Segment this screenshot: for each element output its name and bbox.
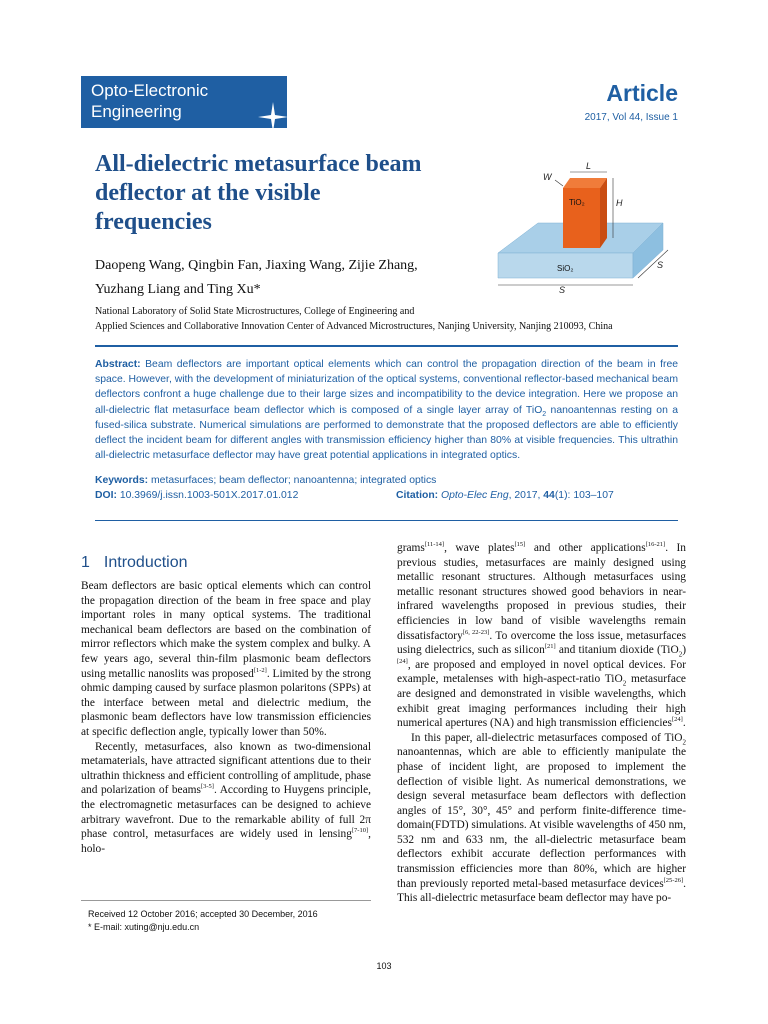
text-run: , are proposed and employed in novel optical devices. For example, metalenses with high-aspect-ratio TiO <box>397 658 686 686</box>
sparkle-icon <box>258 102 288 132</box>
paragraph <box>397 541 686 731</box>
title-line: deflector at the visible <box>95 180 321 206</box>
section-title: Introduction <box>103 554 188 571</box>
affiliation-line: National Laboratory of Solid State Microstructures, College of Engineering and <box>95 306 415 317</box>
citation-ref[interactable]: [24] <box>397 657 408 665</box>
abstract-sub: 2 <box>542 410 547 418</box>
citation-ref[interactable]: [21] <box>544 643 556 651</box>
text-run: . To overcome the loss issue, metasurfaces using dielectrics, such as silicon <box>397 629 687 657</box>
citation-ref[interactable]: [16-21] <box>645 541 666 549</box>
citation-ref[interactable]: [25-26] <box>663 876 684 884</box>
text-run: and titanium dioxide (TiO <box>555 644 679 657</box>
text-run: . <box>682 717 686 730</box>
doi-link[interactable]: 10.3969/j.issn.1003-501X.2017.01.012 <box>116 490 299 501</box>
keywords-label: Keywords: <box>95 475 149 486</box>
paper-title <box>95 150 475 237</box>
abstract-text: nanoantennas resting on a fused-silica substrate. Numerical simulations are performed to demonstrate that the proposed deflectors are able to efficiently deflect the incident beam for different angles with transmission efficiency higher than 80% at visible frequencies. This ultrathin all-dielectric metasurface deflector may have great potential applications in integrated optics. <box>95 404 678 462</box>
abstract-top-rule <box>95 345 678 347</box>
paragraph <box>397 731 686 906</box>
text-run: ) <box>682 644 686 657</box>
doi <box>95 490 298 501</box>
label-h: H <box>616 198 623 208</box>
keywords <box>95 475 436 486</box>
paragraph <box>81 579 371 740</box>
label-sio2: SiO₂ <box>557 264 574 273</box>
footnote-rule <box>81 900 371 941</box>
abstract-label: Abstract: <box>95 359 141 370</box>
received-date: Received 12 October 2016; accepted 30 December, 2016 <box>88 909 318 919</box>
text-run: . Limited by the strong ohmic damping caused by surface plasmon polaritons (SPPs) at the interface between metal and dielectric medium, the plasmonic beam deflectors have low transmission efficiencies at specific deflection angle, typically lower than 50%. <box>81 667 371 738</box>
subscript: 2 <box>678 650 683 659</box>
citation-ref[interactable]: [7-10] <box>351 827 369 835</box>
paragraph <box>81 740 371 857</box>
affiliation-line: Applied Sciences and Collaborative Innovation Center of Advanced Microstructures, Nanjing University, Nanjing 210093, China <box>95 321 613 332</box>
label-s-bottom: S <box>559 285 566 293</box>
citation-journal: Opto-Elec Eng <box>441 490 509 501</box>
body-column-right <box>397 541 686 906</box>
journal-name-line2: Engineering <box>91 102 182 121</box>
issue-info: 2017, Vol 44, Issue 1 <box>584 112 678 123</box>
text-run: . According to Huygens principle, the electromagnetic metasurfaces can be designed to achieve arbitrary wavefront. Due to the remarkable ability of full 2π phase control, metasurfaces are widely used in lensing <box>81 784 371 841</box>
text-run: , wave plates <box>444 542 515 554</box>
page-number: 103 <box>376 961 392 971</box>
label-w: W <box>543 172 552 182</box>
citation-label: Citation: <box>396 490 439 501</box>
authors-line: Yuzhang Liang and Ting Xu* <box>95 282 261 297</box>
corresponding-email[interactable]: * E-mail: xuting@nju.edu.cn <box>88 922 200 932</box>
citation-ref[interactable]: [11-14] <box>424 541 445 549</box>
citation-ref[interactable]: [24] <box>671 716 683 724</box>
title-line: All-dielectric metasurface beam <box>95 151 422 177</box>
label-tio2: TiO₂ <box>569 198 585 207</box>
journal-banner <box>81 76 287 128</box>
pillar-front <box>563 188 600 248</box>
text-run: In this paper, all-dielectric metasurfaces composed of TiO <box>411 731 683 744</box>
pillar-side <box>600 178 607 248</box>
abstract <box>95 357 678 463</box>
citation-volume: 44 <box>543 490 555 501</box>
nanoantenna-figure <box>493 158 675 293</box>
citation-ref[interactable]: [15] <box>514 541 526 549</box>
abstract-text: Beam deflectors are important optical elements which can control the propagation direction of the beam in free space. However, with the development of miniaturization of the optical systems, conventional reflector-based mechanical beam deflectors confront a huge challenge due to their large sizes and incompatibility to the device integration. Here we propose an all-dielectric flat metasurface beam deflector which is composed of a single layer array of TiO <box>95 359 678 416</box>
label-s-side: S <box>657 260 664 270</box>
citation-pages: (1): 103–107 <box>554 490 614 501</box>
authors-line: Daopeng Wang, Qingbin Fan, Jiaxing Wang, Zijie Zhang, <box>95 258 418 273</box>
citation-ref[interactable]: [3-5] <box>200 783 214 791</box>
subscript: 2 <box>622 679 627 688</box>
text-run: . This all-dielectric metasurface beam deflector may have po- <box>397 877 686 905</box>
citation <box>396 490 614 501</box>
text-run: Recently, metasurfaces, also known as two-dimensional metamaterials, have attracted significant attentions due to their ultrathin thickness and efficient controlling of amplitude, phase and polarization of beams <box>81 740 371 797</box>
citation-ref[interactable]: [6, 22-23] <box>462 628 490 636</box>
text-run: . In previous studies, metasurfaces are mainly designed using metallic resonant structures. Although metasurfaces using metallic resonant structures showed good behaviors in near-infrared wavelengths proposed in previous studies, their efficiencies in low band of visible wavelengths remain dissatisfactory <box>397 542 686 642</box>
body-column-left <box>81 579 371 856</box>
text-run: Beam deflectors are basic optical elements which can control the propagation direction of the beam in free space and play important roles in many optical systems. The traditional mechanical beam deflectors are based on the combination of mirror reflectors which make the system complex and bulky. A few years ago, several thin-film plasmonic beam deflectors using metallic nanoslits was proposed <box>81 580 371 680</box>
journal-name-line1: Opto-Electronic <box>91 81 209 100</box>
text-run: grams <box>397 542 425 554</box>
section-number: 1 <box>81 554 90 571</box>
subscript: 2 <box>682 738 686 746</box>
label-l: L <box>586 161 592 171</box>
doi-label: DOI: <box>95 490 117 501</box>
citation-year: , 2017, <box>508 490 544 501</box>
citation-ref[interactable]: [1-2] <box>253 666 267 674</box>
text-run: and other applications <box>525 542 646 554</box>
keywords-text: metasurfaces; beam deflector; nanoantenna; integrated optics <box>148 475 437 486</box>
article-type: Article <box>606 80 678 106</box>
text-run: nanoantennas, which are able to efficiently manipulate the phase of incident light, are proposed to implement the deflection of visible light. As numerical demonstrations, we design several metasurface beam deflectors with deflection angles of 15°, 30°, 45° and perform finite-difference time-domain(FDTD) simulations. At visible wavelengths of 450 nm, 532 nm and 633 nm, the all-dielectric metasurface beam deflectors exhibit accurate deflection performances with transmission efficiencies more than 80%, which are higher than previously reported metal-based metasurface devices <box>397 746 686 890</box>
text-run: , holo- <box>81 828 371 855</box>
abstract-bottom-rule <box>95 520 678 521</box>
pillar-top <box>563 178 607 188</box>
text-run: metasurface are designed and demonstrated in visible wavelengths, which exhibit great imaging performances including their high numerical apertures (NA) and high transmission efficiencies <box>397 673 686 730</box>
title-line: frequencies <box>95 209 212 235</box>
section-heading <box>81 554 188 572</box>
